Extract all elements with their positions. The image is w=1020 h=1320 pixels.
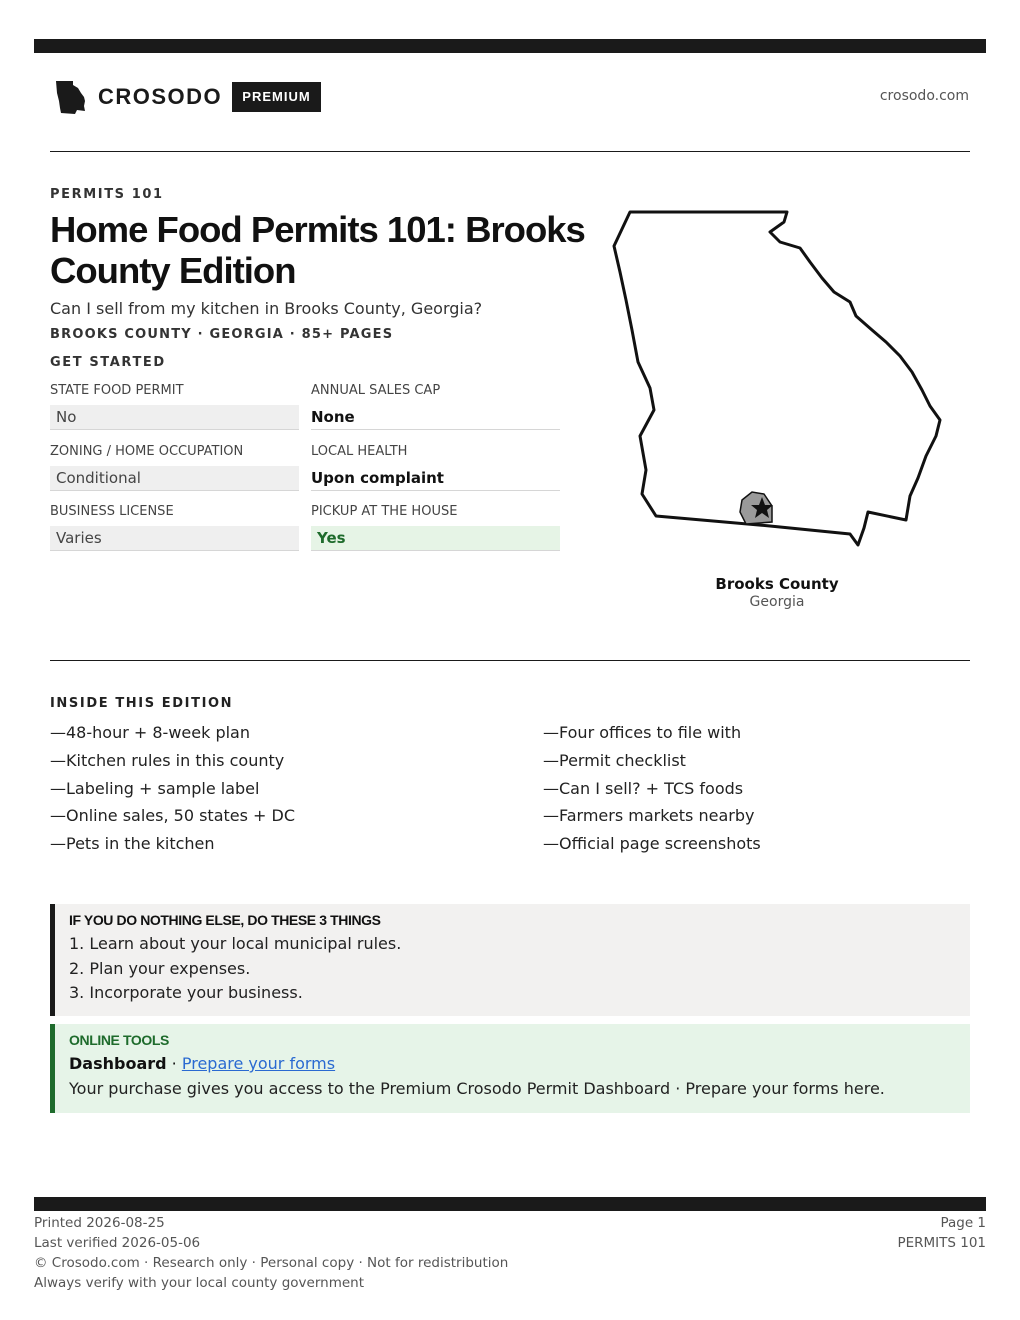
state-name: Georgia	[749, 594, 805, 610]
fact-pickup	[311, 504, 560, 551]
list-item: —Online sales, 50 states + DC	[50, 806, 296, 826]
page-number: Page 1	[940, 1215, 986, 1231]
georgia-outline	[614, 212, 940, 545]
separator: ·	[166, 1054, 182, 1073]
contents-list-left	[50, 721, 295, 860]
fact-label: LOCAL HEALTH	[311, 444, 408, 459]
copyright: © Crosodo.com · Research only · Personal copy · Not for redistribution	[34, 1255, 509, 1271]
callout-title: IF YOU DO NOTHING ELSE, DO THESE 3 THINGS	[69, 912, 381, 928]
list-item: —48-hour + 8-week plan	[50, 723, 250, 742]
verified-date: Last verified 2026-05-06	[34, 1235, 201, 1251]
fact-zoning	[50, 444, 299, 491]
get-started-label: GET STARTED	[50, 355, 166, 370]
step-item: 3. Incorporate your business.	[69, 983, 303, 1002]
georgia-map	[610, 205, 946, 551]
dashboard-line	[69, 1054, 970, 1073]
fact-label: ZONING / HOME OCCUPATION	[50, 444, 244, 459]
fact-label: PICKUP AT THE HOUSE	[311, 504, 458, 519]
map-caption	[677, 575, 877, 610]
list-item: —Permit checklist	[543, 750, 686, 770]
dashboard-label: Dashboard	[69, 1054, 167, 1073]
edition-meta: BROOKS COUNTY · GEORGIA · 85+ PAGES	[50, 327, 394, 342]
premium-badge: PREMIUM	[232, 82, 321, 112]
subtitle: Can I sell from my kitchen in Brooks County, Georgia?	[50, 299, 483, 318]
tools-title: ONLINE TOOLS	[69, 1032, 169, 1048]
list-item: —Labeling + sample label	[50, 778, 260, 798]
fact-label: BUSINESS LICENSE	[50, 504, 174, 519]
disclaimer: Always verify with your local county government	[34, 1275, 364, 1291]
step-item: 2. Plan your expenses.	[69, 958, 251, 978]
fact-value: Varies	[50, 526, 299, 551]
contents-list-right	[543, 721, 761, 860]
fact-state-food-permit	[50, 383, 299, 430]
page-title: Home Food Permits 101: Brooks County Edition	[50, 209, 585, 291]
three-things-callout	[50, 904, 970, 1016]
brand[interactable]	[54, 79, 222, 115]
inside-edition-label: INSIDE THIS EDITION	[50, 696, 234, 711]
footer-left	[34, 1213, 508, 1293]
footer-section: PERMITS 101	[897, 1235, 986, 1251]
fact-value: Conditional	[50, 466, 299, 491]
footer-bar	[34, 1197, 986, 1211]
fact-annual-sales-cap	[311, 383, 560, 430]
brand-name: CROSODO	[98, 84, 223, 109]
footer-right	[897, 1213, 986, 1253]
prepare-forms-link[interactable]: Prepare your forms	[181, 1054, 336, 1073]
fact-business-license	[50, 504, 299, 551]
georgia-state-icon	[54, 79, 88, 115]
list-item: —Farmers markets nearby	[543, 806, 755, 826]
step-item: 1. Learn about your local municipal rules.	[69, 934, 402, 953]
online-tools-callout	[50, 1024, 970, 1113]
steps-list	[69, 932, 970, 1006]
list-item: —Kitchen rules in this county	[50, 750, 285, 770]
fact-value: Upon complaint	[311, 466, 560, 491]
list-item: —Four offices to file with	[543, 723, 742, 742]
header-divider	[50, 151, 970, 152]
list-item: —Can I sell? + TCS foods	[543, 778, 744, 798]
section-divider	[50, 660, 970, 661]
fact-value: None	[311, 405, 560, 430]
fact-label: STATE FOOD PERMIT	[50, 383, 184, 398]
fact-value: Yes	[311, 526, 560, 551]
list-item: —Official page screenshots	[543, 834, 761, 854]
fact-value: No	[50, 405, 299, 430]
fact-local-health	[311, 444, 560, 491]
list-item: —Pets in the kitchen	[50, 834, 215, 854]
site-url[interactable]: crosodo.com	[879, 88, 969, 104]
eyebrow: PERMITS 101	[50, 187, 164, 202]
fact-label: ANNUAL SALES CAP	[311, 383, 441, 398]
printed-date: Printed 2026-08-25	[34, 1215, 165, 1231]
county-name: Brooks County	[715, 575, 839, 593]
top-bar	[34, 39, 986, 53]
tools-description: Your purchase gives you access to the Premium Crosodo Permit Dashboard · Prepare your forms here.	[69, 1079, 885, 1098]
